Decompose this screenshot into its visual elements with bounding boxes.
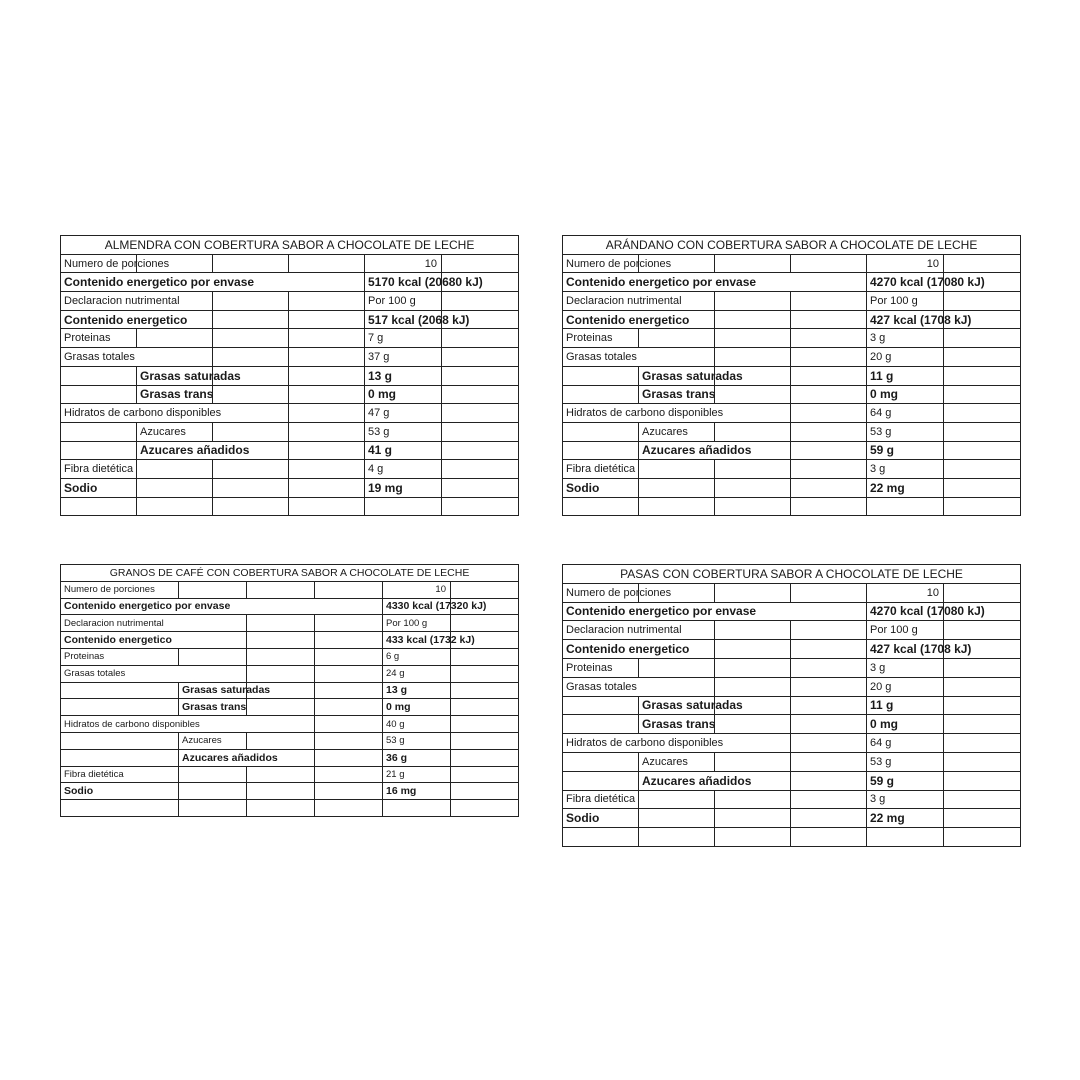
empty-row <box>61 497 519 516</box>
table-row <box>61 648 519 665</box>
nutrient-value: 4 g <box>365 460 442 479</box>
nutrient-value: 433 kcal (1732 kJ) <box>383 632 451 649</box>
table-row <box>61 732 519 749</box>
table-row <box>563 478 1021 497</box>
nutrient-value: 22 mg <box>867 478 944 497</box>
table-row <box>61 310 519 329</box>
nutrient-label: Grasas saturadas <box>639 696 715 715</box>
nutrient-value: 4270 kcal (17080 kJ) <box>867 273 944 292</box>
nutrient-label: Contenido energetico <box>61 632 247 649</box>
nutrient-label: Contenido energetico <box>61 310 213 329</box>
nutrient-value: 53 g <box>383 732 451 749</box>
table-row <box>563 696 1021 715</box>
nutrient-value: Por 100 g <box>365 292 442 311</box>
nutrient-value: 64 g <box>867 404 944 423</box>
table-row <box>563 254 1021 273</box>
nutrient-value: Por 100 g <box>867 621 944 640</box>
nutrient-label: Azucares añadidos <box>137 441 289 460</box>
nutrient-value: 3 g <box>867 329 944 348</box>
nutrient-label: Fibra dietética <box>563 790 639 809</box>
table-row <box>61 716 519 733</box>
table-row <box>61 329 519 348</box>
nutrient-label: Declaracion nutrimental <box>61 615 247 632</box>
nutrient-label: Sodio <box>61 478 137 497</box>
table-row <box>563 460 1021 479</box>
nutrient-label: Grasas saturadas <box>137 366 213 385</box>
nutrient-label: Hidratos de carbono disponibles <box>61 716 315 733</box>
table-row <box>563 809 1021 828</box>
nutrient-value: 6 g <box>383 648 451 665</box>
table-row <box>563 715 1021 734</box>
nutrient-label: Numero de porciones <box>61 581 179 598</box>
table-row <box>61 273 519 292</box>
nutrient-label: Hidratos de carbono disponibles <box>563 734 791 753</box>
nutrient-value: 10 <box>365 254 442 273</box>
nutrient-label: Proteinas <box>563 658 639 677</box>
table-row <box>563 771 1021 790</box>
nutrient-label: Sodio <box>563 809 639 828</box>
nutrient-value: 0 mg <box>867 715 944 734</box>
nutrient-label: Proteinas <box>61 648 179 665</box>
nutrient-label: Proteinas <box>563 329 639 348</box>
nutrient-label: Grasas totales <box>563 677 715 696</box>
nutrient-value: 11 g <box>867 696 944 715</box>
nutrient-value: 59 g <box>867 441 944 460</box>
nutrient-label: Sodio <box>563 478 639 497</box>
nutrient-label: Declaracion nutrimental <box>563 292 715 311</box>
nutrient-label: Hidratos de carbono disponibles <box>563 404 791 423</box>
empty-row <box>563 497 1021 516</box>
table-row <box>61 478 519 497</box>
nutrient-value: 47 g <box>365 404 442 423</box>
table-row <box>563 273 1021 292</box>
nutrient-value: 53 g <box>867 752 944 771</box>
nutrient-value: 22 mg <box>867 809 944 828</box>
nutrient-label: Azucares añadidos <box>179 749 315 766</box>
nutrient-value: 5170 kcal (20680 kJ) <box>365 273 442 292</box>
table-row <box>61 348 519 367</box>
nutrient-label: Azucares <box>639 422 715 441</box>
nutrient-value: 517 kcal (2068 kJ) <box>365 310 442 329</box>
table-row <box>61 292 519 311</box>
nutrient-value: 13 g <box>365 366 442 385</box>
nutrition-table <box>60 564 519 817</box>
nutrient-value: 10 <box>867 583 944 602</box>
nutrient-label: Proteinas <box>61 329 137 348</box>
table-row <box>61 749 519 766</box>
nutrient-value: 37 g <box>365 348 442 367</box>
nutrient-label: Azucares añadidos <box>639 441 791 460</box>
nutrient-label: Fibra dietética <box>61 460 137 479</box>
table-row <box>61 682 519 699</box>
nutrient-value: 0 mg <box>867 385 944 404</box>
table-row <box>61 460 519 479</box>
nutrient-label: Contenido energetico por envase <box>563 602 867 621</box>
table-row <box>61 766 519 783</box>
empty-row <box>61 800 519 817</box>
nutrient-value: 4270 kcal (17080 kJ) <box>867 602 944 621</box>
nutrient-label: Grasas trans <box>639 385 715 404</box>
nutrient-value: 0 mg <box>365 385 442 404</box>
nutrient-value: 13 g <box>383 682 451 699</box>
nutrient-value: 53 g <box>365 422 442 441</box>
nutrient-label: Azucares <box>179 732 247 749</box>
table-row <box>61 441 519 460</box>
nutrient-value: 7 g <box>365 329 442 348</box>
nutrient-value: Por 100 g <box>867 292 944 311</box>
nutrient-value: 53 g <box>867 422 944 441</box>
nutrient-label: Fibra dietética <box>61 766 179 783</box>
table-row <box>563 348 1021 367</box>
nutrient-value: 11 g <box>867 366 944 385</box>
nutrient-value: 3 g <box>867 460 944 479</box>
nutrient-label: Azucares <box>639 752 715 771</box>
nutrient-label: Grasas trans <box>137 385 213 404</box>
nutrient-value: Por 100 g <box>383 615 451 632</box>
nutrient-label: Azucares <box>137 422 213 441</box>
table-row <box>563 790 1021 809</box>
nutrient-value: 16 mg <box>383 783 451 800</box>
table-row <box>563 422 1021 441</box>
nutrient-value: 3 g <box>867 658 944 677</box>
table-row <box>563 404 1021 423</box>
table-row <box>563 602 1021 621</box>
table-row <box>563 677 1021 696</box>
nutrient-value: 19 mg <box>365 478 442 497</box>
table-row <box>61 366 519 385</box>
nutrient-label: Fibra dietética <box>563 460 639 479</box>
nutrient-value: 4330 kcal (17320 kJ) <box>383 598 451 615</box>
table-row <box>563 385 1021 404</box>
table-row <box>61 598 519 615</box>
table-row <box>563 310 1021 329</box>
nutrient-value: 21 g <box>383 766 451 783</box>
nutrition-table <box>562 235 1021 516</box>
table-title: ALMENDRA CON COBERTURA SABOR A CHOCOLATE DE LECHE <box>61 236 519 255</box>
table-title: GRANOS DE CAFÉ CON COBERTURA SABOR A CHOCOLATE DE LECHE <box>61 565 519 582</box>
nutrient-label: Grasas saturadas <box>639 366 715 385</box>
nutrient-value: 427 kcal (1708 kJ) <box>867 640 944 659</box>
nutrient-value: 20 g <box>867 348 944 367</box>
table-title: PASAS CON COBERTURA SABOR A CHOCOLATE DE LECHE <box>563 565 1021 584</box>
nutrient-value: 36 g <box>383 749 451 766</box>
table-row <box>563 292 1021 311</box>
nutrient-label: Grasas totales <box>563 348 715 367</box>
nutrient-label: Numero de porciones <box>563 254 639 273</box>
nutrient-label: Azucares añadidos <box>639 771 791 790</box>
table-row <box>563 752 1021 771</box>
table-row <box>563 734 1021 753</box>
nutrient-label: Sodio <box>61 783 179 800</box>
table-row <box>61 632 519 649</box>
table-row <box>61 385 519 404</box>
nutrient-value: 59 g <box>867 771 944 790</box>
table-row <box>61 699 519 716</box>
table-row <box>563 441 1021 460</box>
table-row <box>563 366 1021 385</box>
nutrition-table <box>60 235 519 516</box>
nutrient-value: 3 g <box>867 790 944 809</box>
nutrient-value: 40 g <box>383 716 451 733</box>
table-row <box>563 621 1021 640</box>
nutrient-label: Grasas totales <box>61 348 213 367</box>
table-row <box>61 254 519 273</box>
nutrient-value: 20 g <box>867 677 944 696</box>
table-row <box>563 583 1021 602</box>
nutrient-label: Numero de porciones <box>563 583 639 602</box>
table-row <box>563 640 1021 659</box>
nutrient-label: Numero de porciones <box>61 254 137 273</box>
table-row <box>61 581 519 598</box>
nutrient-value: 0 mg <box>383 699 451 716</box>
nutrient-value: 41 g <box>365 441 442 460</box>
nutrient-label: Contenido energetico <box>563 640 715 659</box>
table-row <box>61 665 519 682</box>
nutrient-value: 10 <box>867 254 944 273</box>
nutrient-value: 10 <box>383 581 451 598</box>
nutrient-label: Grasas saturadas <box>179 682 247 699</box>
table-row <box>61 422 519 441</box>
nutrient-label: Declaracion nutrimental <box>61 292 213 311</box>
nutrient-value: 64 g <box>867 734 944 753</box>
table-row <box>61 615 519 632</box>
nutrient-label: Hidratos de carbono disponibles <box>61 404 289 423</box>
nutrient-label: Contenido energetico por envase <box>61 598 383 615</box>
nutrient-value: 427 kcal (1708 kJ) <box>867 310 944 329</box>
nutrient-label: Grasas trans <box>639 715 715 734</box>
table-title: ARÁNDANO CON COBERTURA SABOR A CHOCOLATE DE LECHE <box>563 236 1021 255</box>
nutrient-value: 24 g <box>383 665 451 682</box>
nutrient-label: Contenido energetico <box>563 310 715 329</box>
nutrient-label: Grasas trans <box>179 699 247 716</box>
empty-row <box>563 828 1021 847</box>
nutrient-label: Contenido energetico por envase <box>61 273 365 292</box>
table-row <box>563 329 1021 348</box>
table-row <box>563 658 1021 677</box>
nutrient-label: Declaracion nutrimental <box>563 621 715 640</box>
nutrient-label: Grasas totales <box>61 665 247 682</box>
nutrition-table <box>562 564 1021 847</box>
nutrient-label: Contenido energetico por envase <box>563 273 867 292</box>
table-row <box>61 783 519 800</box>
table-row <box>61 404 519 423</box>
